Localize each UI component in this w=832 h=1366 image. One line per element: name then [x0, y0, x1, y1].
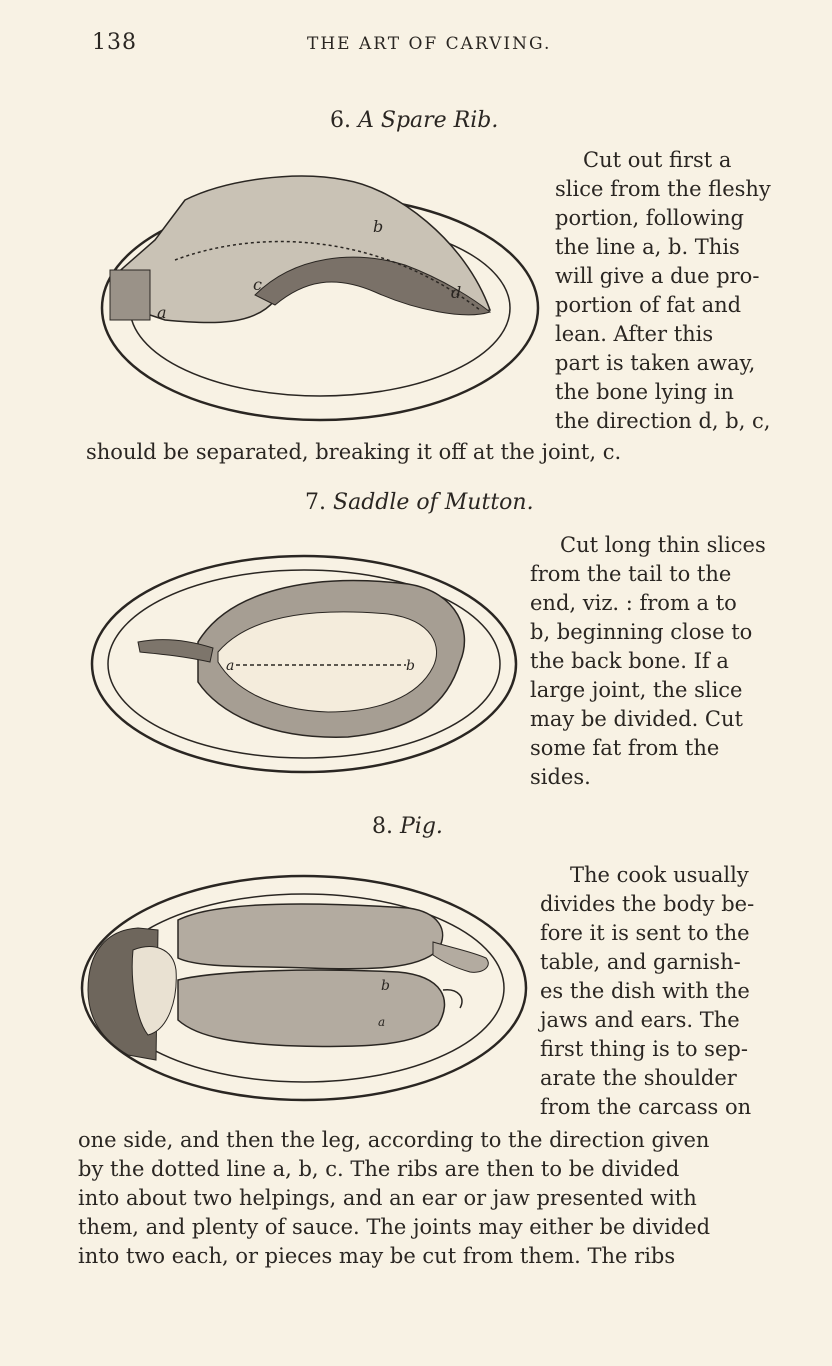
text-line: lean. After this — [555, 322, 714, 346]
section-heading-spare-rib — [330, 108, 498, 133]
text-line: the bone lying in — [555, 380, 734, 404]
text-line: es the dish with the — [540, 979, 750, 1003]
text-line: the back bone. If a — [530, 649, 729, 673]
text-line: divides the body be- — [540, 892, 755, 916]
figure-label-b: b — [406, 658, 415, 674]
section-title: Pig. — [400, 814, 443, 839]
text-line: first thing is to sep- — [540, 1037, 748, 1061]
text-line: one side, and then the leg, according to the direction given — [78, 1128, 710, 1152]
text-line: sides. — [530, 765, 591, 789]
text-line: the line a, b. This — [555, 235, 740, 259]
text-line: Cut long thin slices — [560, 533, 766, 557]
running-title: THE ART OF CARVING. — [307, 34, 552, 54]
figure-label-d: d — [451, 283, 462, 302]
text-line: slice from the fleshy — [555, 177, 771, 201]
spare-rib-illustration — [95, 160, 545, 430]
text-line: them, and plenty of sauce. The joints may either be divided — [78, 1215, 711, 1239]
figure-label-c: c — [253, 275, 262, 294]
section-title: Saddle of Mutton. — [333, 490, 534, 515]
text-line: part is taken away, — [555, 351, 756, 375]
figure-label-b: b — [381, 978, 390, 994]
text-line: jaws and ears. The — [540, 1008, 740, 1032]
section-heading-saddle-of-mutton — [305, 490, 534, 515]
text-line: The cook usually — [570, 863, 749, 887]
pig-full-text — [78, 1126, 754, 1271]
figure-label-a: a — [226, 658, 235, 674]
text-line: end, viz. : from a to — [530, 591, 737, 615]
figure-label-b: b — [373, 217, 384, 236]
text-line: the direction d, b, c, — [555, 409, 771, 433]
figure-label-a: a — [378, 1015, 386, 1029]
text-line: large joint, the slice — [530, 678, 743, 702]
section-title: A Spare Rib. — [358, 108, 499, 133]
text-line: arate the shoulder — [540, 1066, 737, 1090]
text-line: will give a due pro- — [555, 264, 760, 288]
text-line: should be separated, breaking it off at the joint, c. — [86, 440, 622, 464]
text-line: some fat from the — [530, 736, 720, 760]
text-line: Cut out first a — [583, 148, 732, 172]
section-heading-pig — [372, 814, 443, 839]
pig-illustration — [78, 870, 530, 1110]
text-line: fore it is sent to the — [540, 921, 750, 945]
text-line: by the dotted line a, b, c. The ribs are then to be divided — [78, 1157, 680, 1181]
page-header — [92, 30, 792, 60]
saddle-of-mutton-illustration — [88, 552, 520, 782]
saddle-of-mutton-side-text — [530, 531, 766, 792]
text-line: table, and garnish- — [540, 950, 741, 974]
spare-rib-side-text — [555, 146, 771, 436]
figure-label-a: a — [157, 303, 167, 322]
section-number: 7. — [305, 490, 326, 515]
section-number: 8. — [372, 814, 393, 839]
text-line: b, beginning close to — [530, 620, 753, 644]
text-line: portion of fat and — [555, 293, 742, 317]
pig-side-text — [540, 861, 754, 1122]
section-number: 6. — [330, 108, 351, 133]
text-line: portion, following — [555, 206, 744, 230]
text-line: into two each, or pieces may be cut from them. The ribs — [78, 1244, 676, 1268]
text-line: into about two helpings, and an ear or jaw presented with — [78, 1186, 697, 1210]
text-line: from the tail to the — [530, 562, 732, 586]
page-number: 138 — [92, 30, 137, 55]
text-line: from the carcass on — [540, 1095, 752, 1119]
text-line: may be divided. Cut — [530, 707, 743, 731]
spare-rib-full-text — [86, 438, 766, 467]
